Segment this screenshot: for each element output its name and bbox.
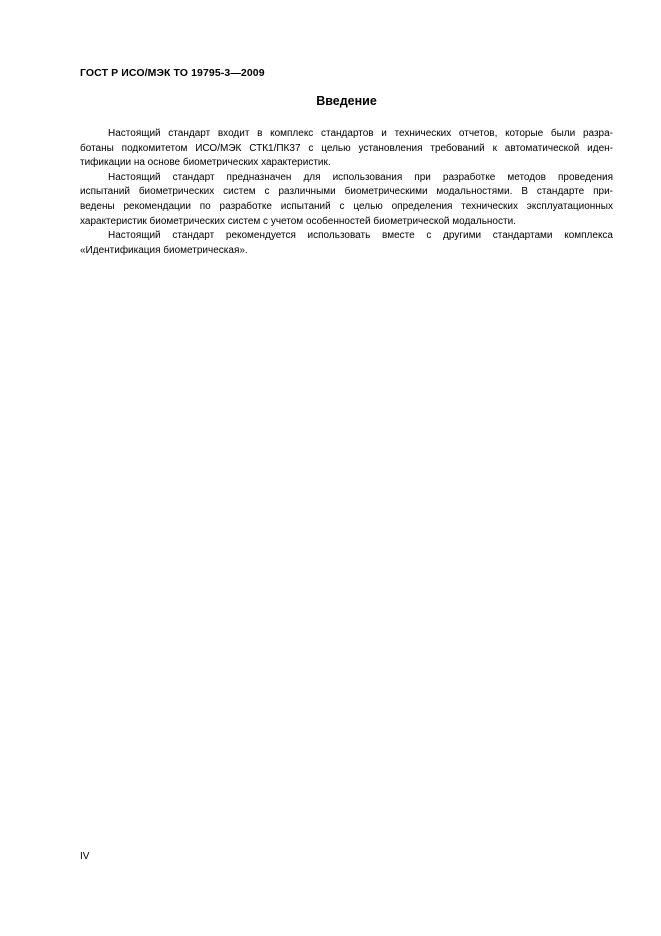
introduction-body [80, 127, 613, 258]
text-line: ведены рекомендации по разработке испытаний с целью определения технических эксплуатационных [80, 200, 613, 212]
paragraph-2 [80, 171, 613, 229]
text-line: тификации на основе биометрических характеристик. [80, 157, 331, 169]
text-line: Настоящий стандарт рекомендуется использовать вместе с другими стандартами комплекса [108, 230, 613, 242]
text-line: характеристик биометрических систем с учетом особенностей биометрической модальности. [80, 215, 516, 227]
page-number: IV [80, 851, 90, 862]
text-line: Настоящий стандарт предназначен для использования при разработке методов проведения [108, 171, 613, 183]
text-line: Настоящий стандарт входит в комплекс стандартов и технических отчетов, которые были разра- [108, 128, 613, 139]
section-title: Введение [316, 94, 377, 108]
paragraph-3 [80, 229, 613, 258]
text-line: «Идентификация биометрическая». [80, 244, 248, 256]
document-code-header: ГОСТ Р ИСО/МЭК ТО 19795-3—2009 [80, 67, 265, 79]
paragraph-1 [80, 127, 613, 171]
text-line: испытаний биометрических систем с различными биометрическими модальностями. В стандарте при- [80, 186, 613, 198]
text-line: ботаны подкомитетом ИСО/МЭК СТК1/ПК37 с целью установления требований к автоматической иден- [80, 142, 613, 154]
